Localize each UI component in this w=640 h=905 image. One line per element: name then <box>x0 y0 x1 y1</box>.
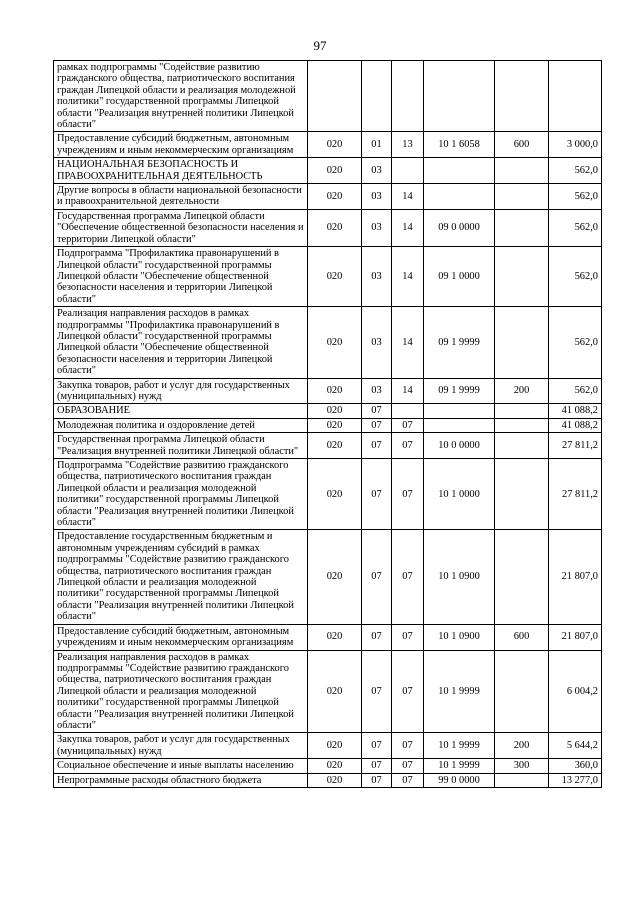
expense-type-cell <box>495 404 549 418</box>
expense-type-cell: 300 <box>495 759 549 773</box>
subsection-code-cell <box>392 158 424 184</box>
table-row <box>54 247 602 307</box>
section-code-cell: 01 <box>362 132 392 158</box>
section-code-cell: 07 <box>362 530 392 624</box>
expense-name-cell: Молодежная политика и оздоровление детей <box>54 418 308 432</box>
section-code-cell: 03 <box>362 209 392 246</box>
expense-name-cell: Реализация направления расходов в рамках подпрограммы "Профилактика правонарушений в Липецкой области" государственной программы Липецкой области "Обеспечение общественной безопасности населения и территории Липецкой области" <box>54 307 308 378</box>
amount-cell: 360,0 <box>549 759 602 773</box>
subsection-code-cell: 07 <box>392 624 424 650</box>
subsection-code-cell: 14 <box>392 209 424 246</box>
expense-name-cell: Предоставление субсидий бюджетным, автономным учреждениям и иным некоммерческим организациям <box>54 624 308 650</box>
amount-cell: 41 088,2 <box>549 418 602 432</box>
expense-type-cell: 600 <box>495 624 549 650</box>
subsection-code-cell: 07 <box>392 733 424 759</box>
target-article-cell <box>424 61 495 132</box>
amount-cell: 562,0 <box>549 307 602 378</box>
expense-type-cell <box>495 650 549 733</box>
section-code-cell <box>362 61 392 132</box>
subsection-code-cell: 14 <box>392 247 424 307</box>
target-article-cell: 10 0 0000 <box>424 433 495 459</box>
subsection-code-cell: 14 <box>392 307 424 378</box>
expense-name-cell: Государственная программа Липецкой области "Обеспечение общественной безопасности населения и территории Липецкой области" <box>54 209 308 246</box>
amount-cell: 3 000,0 <box>549 132 602 158</box>
section-code-cell: 03 <box>362 247 392 307</box>
department-code-cell: 020 <box>308 132 362 158</box>
department-code-cell: 020 <box>308 184 362 210</box>
expense-type-cell: 200 <box>495 378 549 404</box>
target-article-cell: 09 1 9999 <box>424 378 495 404</box>
table-row <box>54 61 602 132</box>
expense-type-cell <box>495 61 549 132</box>
expense-name-cell: Другие вопросы в области национальной безопасности и правоохранительной деятельности <box>54 184 308 210</box>
section-code-cell: 07 <box>362 773 392 787</box>
expense-type-cell <box>495 530 549 624</box>
department-code-cell: 020 <box>308 459 362 530</box>
subsection-code-cell: 07 <box>392 759 424 773</box>
table-row <box>54 530 602 624</box>
target-article-cell <box>424 418 495 432</box>
table-row <box>54 404 602 418</box>
expense-name-cell: ОБРАЗОВАНИЕ <box>54 404 308 418</box>
section-code-cell: 07 <box>362 433 392 459</box>
department-code-cell: 020 <box>308 433 362 459</box>
budget-table-body <box>54 61 602 788</box>
budget-table <box>53 60 602 788</box>
table-row <box>54 624 602 650</box>
amount-cell: 27 811,2 <box>549 433 602 459</box>
amount-cell: 13 277,0 <box>549 773 602 787</box>
target-article-cell: 99 0 0000 <box>424 773 495 787</box>
department-code-cell: 020 <box>308 307 362 378</box>
subsection-code-cell <box>392 404 424 418</box>
section-code-cell: 07 <box>362 733 392 759</box>
expense-type-cell <box>495 459 549 530</box>
subsection-code-cell: 07 <box>392 418 424 432</box>
expense-name-cell: Социальное обеспечение и иные выплаты населению <box>54 759 308 773</box>
department-code-cell: 020 <box>308 773 362 787</box>
expense-type-cell <box>495 418 549 432</box>
department-code-cell: 020 <box>308 158 362 184</box>
subsection-code-cell: 07 <box>392 459 424 530</box>
table-row <box>54 158 602 184</box>
table-row <box>54 733 602 759</box>
amount-cell: 5 644,2 <box>549 733 602 759</box>
amount-cell: 562,0 <box>549 158 602 184</box>
section-code-cell: 03 <box>362 378 392 404</box>
section-code-cell: 07 <box>362 459 392 530</box>
subsection-code-cell: 07 <box>392 433 424 459</box>
section-code-cell: 07 <box>362 650 392 733</box>
expense-type-cell: 200 <box>495 733 549 759</box>
section-code-cell: 07 <box>362 418 392 432</box>
table-row <box>54 209 602 246</box>
expense-name-cell: Предоставление субсидий бюджетным, автономным учреждениям и иным некоммерческим организациям <box>54 132 308 158</box>
subsection-code-cell: 14 <box>392 378 424 404</box>
expense-name-cell: Государственная программа Липецкой области "Реализация внутренней политики Липецкой области" <box>54 433 308 459</box>
target-article-cell: 09 1 0000 <box>424 247 495 307</box>
department-code-cell <box>308 61 362 132</box>
department-code-cell: 020 <box>308 378 362 404</box>
subsection-code-cell: 07 <box>392 530 424 624</box>
section-code-cell: 03 <box>362 307 392 378</box>
target-article-cell: 10 1 6058 <box>424 132 495 158</box>
subsection-code-cell: 07 <box>392 650 424 733</box>
amount-cell <box>549 61 602 132</box>
section-code-cell: 07 <box>362 759 392 773</box>
expense-type-cell <box>495 773 549 787</box>
subsection-code-cell: 13 <box>392 132 424 158</box>
expense-type-cell <box>495 247 549 307</box>
target-article-cell: 10 1 9999 <box>424 759 495 773</box>
amount-cell: 21 807,0 <box>549 530 602 624</box>
expense-name-cell: Подпрограмма "Профилактика правонарушений в Липецкой области" государственной программы Липецкой области "Обеспечение общественной безопасности населения и территории Липецкой области" <box>54 247 308 307</box>
department-code-cell: 020 <box>308 418 362 432</box>
department-code-cell: 020 <box>308 404 362 418</box>
expense-name-cell: Предоставление государственным бюджетным и автономным учреждениям субсидий в рамках подпрограммы "Содействие развитию гражданского общества, патриотического воспитания граждан Липецкой области и реализация молодежной политики" государственной программы Липецкой области "Реализация внутренней политики Липецкой области" <box>54 530 308 624</box>
expense-name-cell: НАЦИОНАЛЬНАЯ БЕЗОПАСНОСТЬ И ПРАВООХРАНИТЕЛЬНАЯ ДЕЯТЕЛЬНОСТЬ <box>54 158 308 184</box>
target-article-cell: 10 1 9999 <box>424 650 495 733</box>
expense-type-cell <box>495 433 549 459</box>
table-row <box>54 433 602 459</box>
table-row <box>54 132 602 158</box>
department-code-cell: 020 <box>308 247 362 307</box>
amount-cell: 562,0 <box>549 184 602 210</box>
expense-name-cell: Подпрограмма "Содействие развитию гражданского общества, патриотического воспитания граждан Липецкой области и реализация молодежной политики" государственной программы Липецкой области "Реализация внутренней политики Липецкой области" <box>54 459 308 530</box>
target-article-cell <box>424 184 495 210</box>
subsection-code-cell <box>392 61 424 132</box>
target-article-cell: 10 1 0000 <box>424 459 495 530</box>
section-code-cell: 03 <box>362 158 392 184</box>
expense-type-cell <box>495 209 549 246</box>
expense-type-cell <box>495 158 549 184</box>
table-row <box>54 759 602 773</box>
expense-type-cell: 600 <box>495 132 549 158</box>
department-code-cell: 020 <box>308 733 362 759</box>
target-article-cell <box>424 404 495 418</box>
table-row <box>54 650 602 733</box>
section-code-cell: 03 <box>362 184 392 210</box>
target-article-cell: 10 1 0900 <box>424 624 495 650</box>
amount-cell: 6 004,2 <box>549 650 602 733</box>
target-article-cell <box>424 158 495 184</box>
target-article-cell: 09 0 0000 <box>424 209 495 246</box>
table-row <box>54 184 602 210</box>
section-code-cell: 07 <box>362 624 392 650</box>
expense-name-cell: рамках подпрограммы "Содействие развитию гражданского общества, патриотического воспитания граждан Липецкой области и реализация молодежной политики" государственной программы Липецкой области "Реализация внутренней политики Липецкой области" <box>54 61 308 132</box>
target-article-cell: 10 1 9999 <box>424 733 495 759</box>
amount-cell: 562,0 <box>549 378 602 404</box>
section-code-cell: 07 <box>362 404 392 418</box>
table-row <box>54 378 602 404</box>
table-row <box>54 773 602 787</box>
expense-name-cell: Реализация направления расходов в рамках подпрограммы "Содействие развитию гражданского общества, патриотического воспитания граждан Липецкой области и реализация молодежной политики" государственной программы Липецкой области "Реализация внутренней политики Липецкой области" <box>54 650 308 733</box>
department-code-cell: 020 <box>308 650 362 733</box>
amount-cell: 21 807,0 <box>549 624 602 650</box>
amount-cell: 27 811,2 <box>549 459 602 530</box>
expense-type-cell <box>495 307 549 378</box>
table-row <box>54 459 602 530</box>
amount-cell: 562,0 <box>549 209 602 246</box>
amount-cell: 562,0 <box>549 247 602 307</box>
expense-type-cell <box>495 184 549 210</box>
table-row <box>54 418 602 432</box>
subsection-code-cell: 14 <box>392 184 424 210</box>
department-code-cell: 020 <box>308 530 362 624</box>
amount-cell: 41 088,2 <box>549 404 602 418</box>
department-code-cell: 020 <box>308 624 362 650</box>
expense-name-cell: Закупка товаров, работ и услуг для государственных (муниципальных) нужд <box>54 733 308 759</box>
subsection-code-cell: 07 <box>392 773 424 787</box>
department-code-cell: 020 <box>308 209 362 246</box>
expense-name-cell: Непрограммные расходы областного бюджета <box>54 773 308 787</box>
target-article-cell: 09 1 9999 <box>424 307 495 378</box>
expense-name-cell: Закупка товаров, работ и услуг для государственных (муниципальных) нужд <box>54 378 308 404</box>
table-row <box>54 307 602 378</box>
department-code-cell: 020 <box>308 759 362 773</box>
page-number: 97 <box>313 38 327 53</box>
target-article-cell: 10 1 0900 <box>424 530 495 624</box>
